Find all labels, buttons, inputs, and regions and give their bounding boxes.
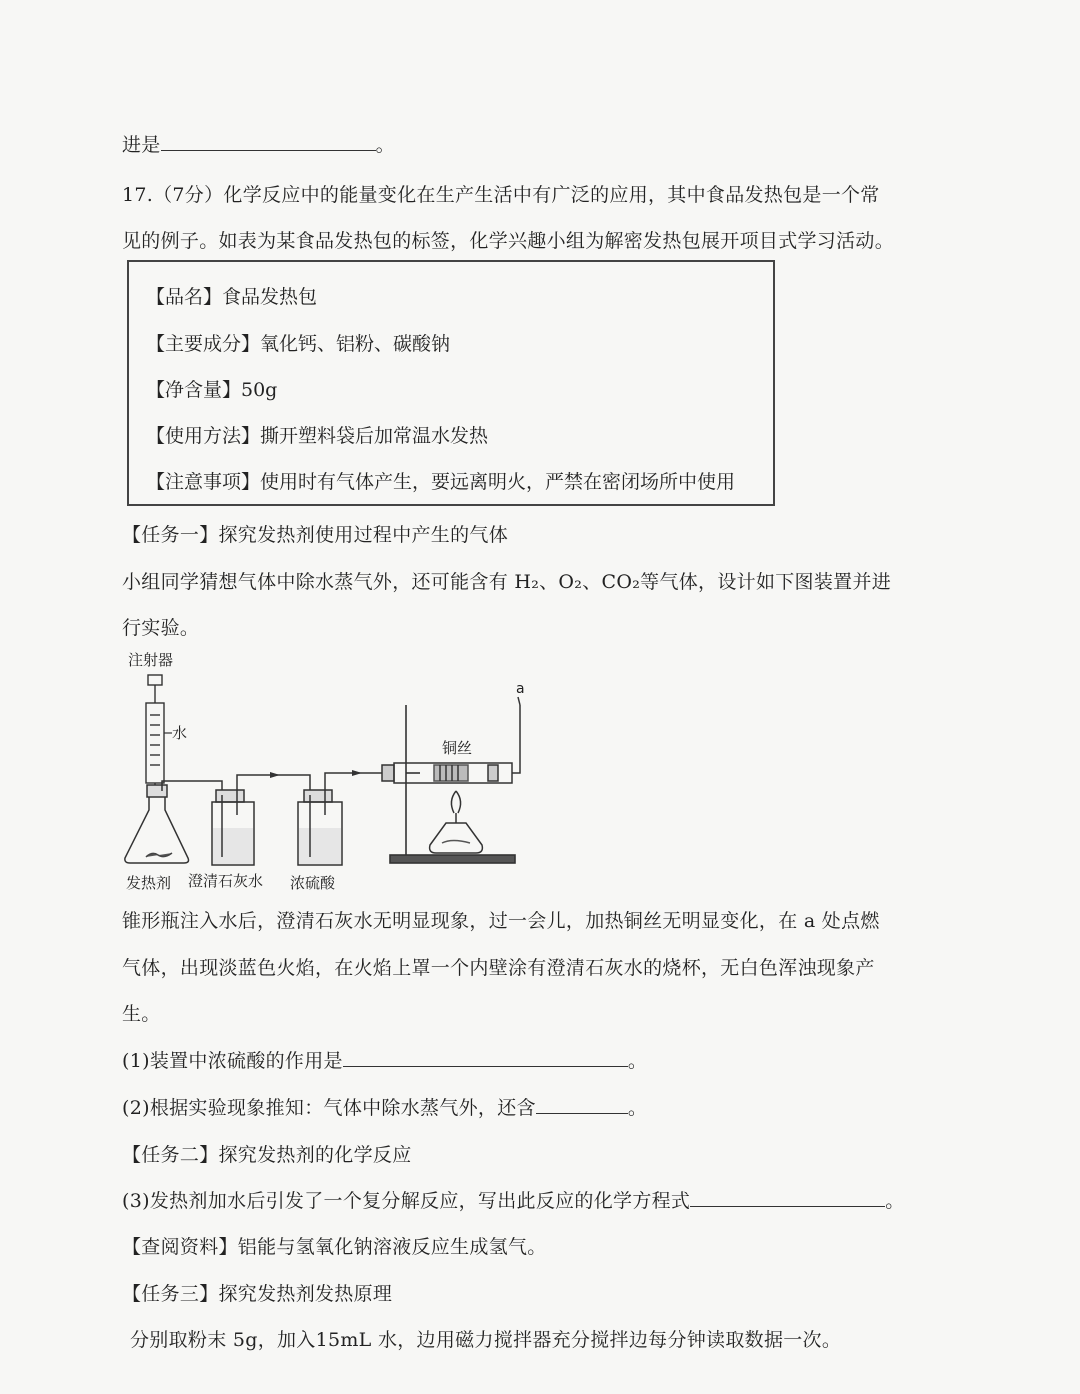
question-2: (2)根据实验现象推知：气体中除水蒸气外，还含 。 bbox=[122, 1097, 648, 1119]
q17-intro-line2: 见的例子。如表为某食品发热包的标签，化学兴趣小组为解密发热包展开项目式学习活动。 bbox=[122, 230, 895, 252]
product-label-box bbox=[127, 260, 775, 506]
question-3-text: (3)发热剂加水后引发了一个复分解反应，写出此反应的化学方程式 bbox=[122, 1190, 691, 1212]
previous-question-text: 进是 bbox=[122, 134, 161, 156]
task1-line1: 小组同学猜想气体中除水蒸气外，还可能含有 H₂、O₂、CO₂等气体，设计如下图装置并进 bbox=[122, 571, 892, 593]
task3-title: 【任务三】探究发热剂发热原理 bbox=[122, 1283, 393, 1305]
answer-blank-2[interactable] bbox=[536, 1112, 628, 1114]
heat-agent-label: 发热剂 bbox=[126, 874, 172, 892]
sulfuric-acid-bottle bbox=[298, 790, 342, 865]
syringe-label: 注射器 bbox=[128, 651, 174, 669]
question-1-text: (1)装置中浓硫酸的作用是 bbox=[122, 1050, 343, 1072]
answer-blank-1[interactable] bbox=[343, 1065, 628, 1067]
reference-info: 【查阅资料】铝能与氢氧化钠溶液反应生成氢气。 bbox=[122, 1236, 547, 1258]
water-label: 水 bbox=[172, 724, 188, 742]
question-2-text: (2)根据实验现象推知：气体中除水蒸气外，还含 bbox=[122, 1097, 536, 1119]
question-3: (3)发热剂加水后引发了一个复分解反应，写出此反应的化学方程式 。 bbox=[122, 1190, 905, 1212]
iron-stand bbox=[390, 705, 515, 863]
answer-blank-3[interactable] bbox=[690, 1205, 885, 1207]
copper-wire-label: 铜丝 bbox=[442, 739, 473, 757]
question-1: (1)装置中浓硫酸的作用是 。 bbox=[122, 1050, 648, 1072]
conical-flask bbox=[125, 785, 189, 863]
sulfuric-acid-label: 浓硫酸 bbox=[290, 874, 336, 892]
limewater-label: 澄清石灰水 bbox=[188, 872, 264, 890]
previous-question-tail: 进是 。 bbox=[122, 134, 395, 156]
task2-title: 【任务二】探究发热剂的化学反应 bbox=[122, 1144, 412, 1166]
label-net-weight: 【净含量】50g bbox=[146, 379, 278, 401]
observation-line2: 气体，出现淡蓝色火焰，在火焰上罩一个内壁涂有澄清石灰水的烧杯，无白色浑浊现象产 bbox=[122, 957, 875, 979]
answer-blank-prev[interactable] bbox=[161, 149, 376, 151]
syringe bbox=[146, 675, 164, 795]
alcohol-lamp bbox=[430, 791, 483, 853]
task1-line2: 行实验。 bbox=[122, 617, 200, 639]
task3-instructions: 分别取粉末 5g，加入15mL 水，边用磁力搅拌器充分搅拌边每分钟读取数据一次。 bbox=[130, 1329, 842, 1351]
task1-title: 【任务一】探究发热剂使用过程中产生的气体 bbox=[122, 524, 509, 546]
label-product-name: 【品名】食品发热包 bbox=[146, 286, 318, 308]
outlet-a-label: a bbox=[516, 681, 525, 697]
observation-line3: 生。 bbox=[122, 1003, 161, 1025]
observation-line1: 锥形瓶注入水后，澄清石灰水无明显现象，过一会儿，加热铜丝无明显变化，在 a 处点燃 bbox=[122, 910, 880, 932]
limewater-bottle bbox=[212, 790, 254, 865]
label-usage: 【使用方法】撕开塑料袋后加常温水发热 bbox=[146, 425, 489, 447]
apparatus-diagram bbox=[120, 645, 540, 895]
q17-intro-line1: 17.（7分）化学反应中的能量变化在生产生活中有广泛的应用，其中食品发热包是一个常 bbox=[122, 184, 880, 206]
label-ingredients: 【主要成分】氧化钙、铝粉、碳酸钠 bbox=[146, 333, 451, 355]
label-warning: 【注意事项】使用时有气体产生，要远离明火，严禁在密闭场所中使用 bbox=[146, 471, 736, 493]
